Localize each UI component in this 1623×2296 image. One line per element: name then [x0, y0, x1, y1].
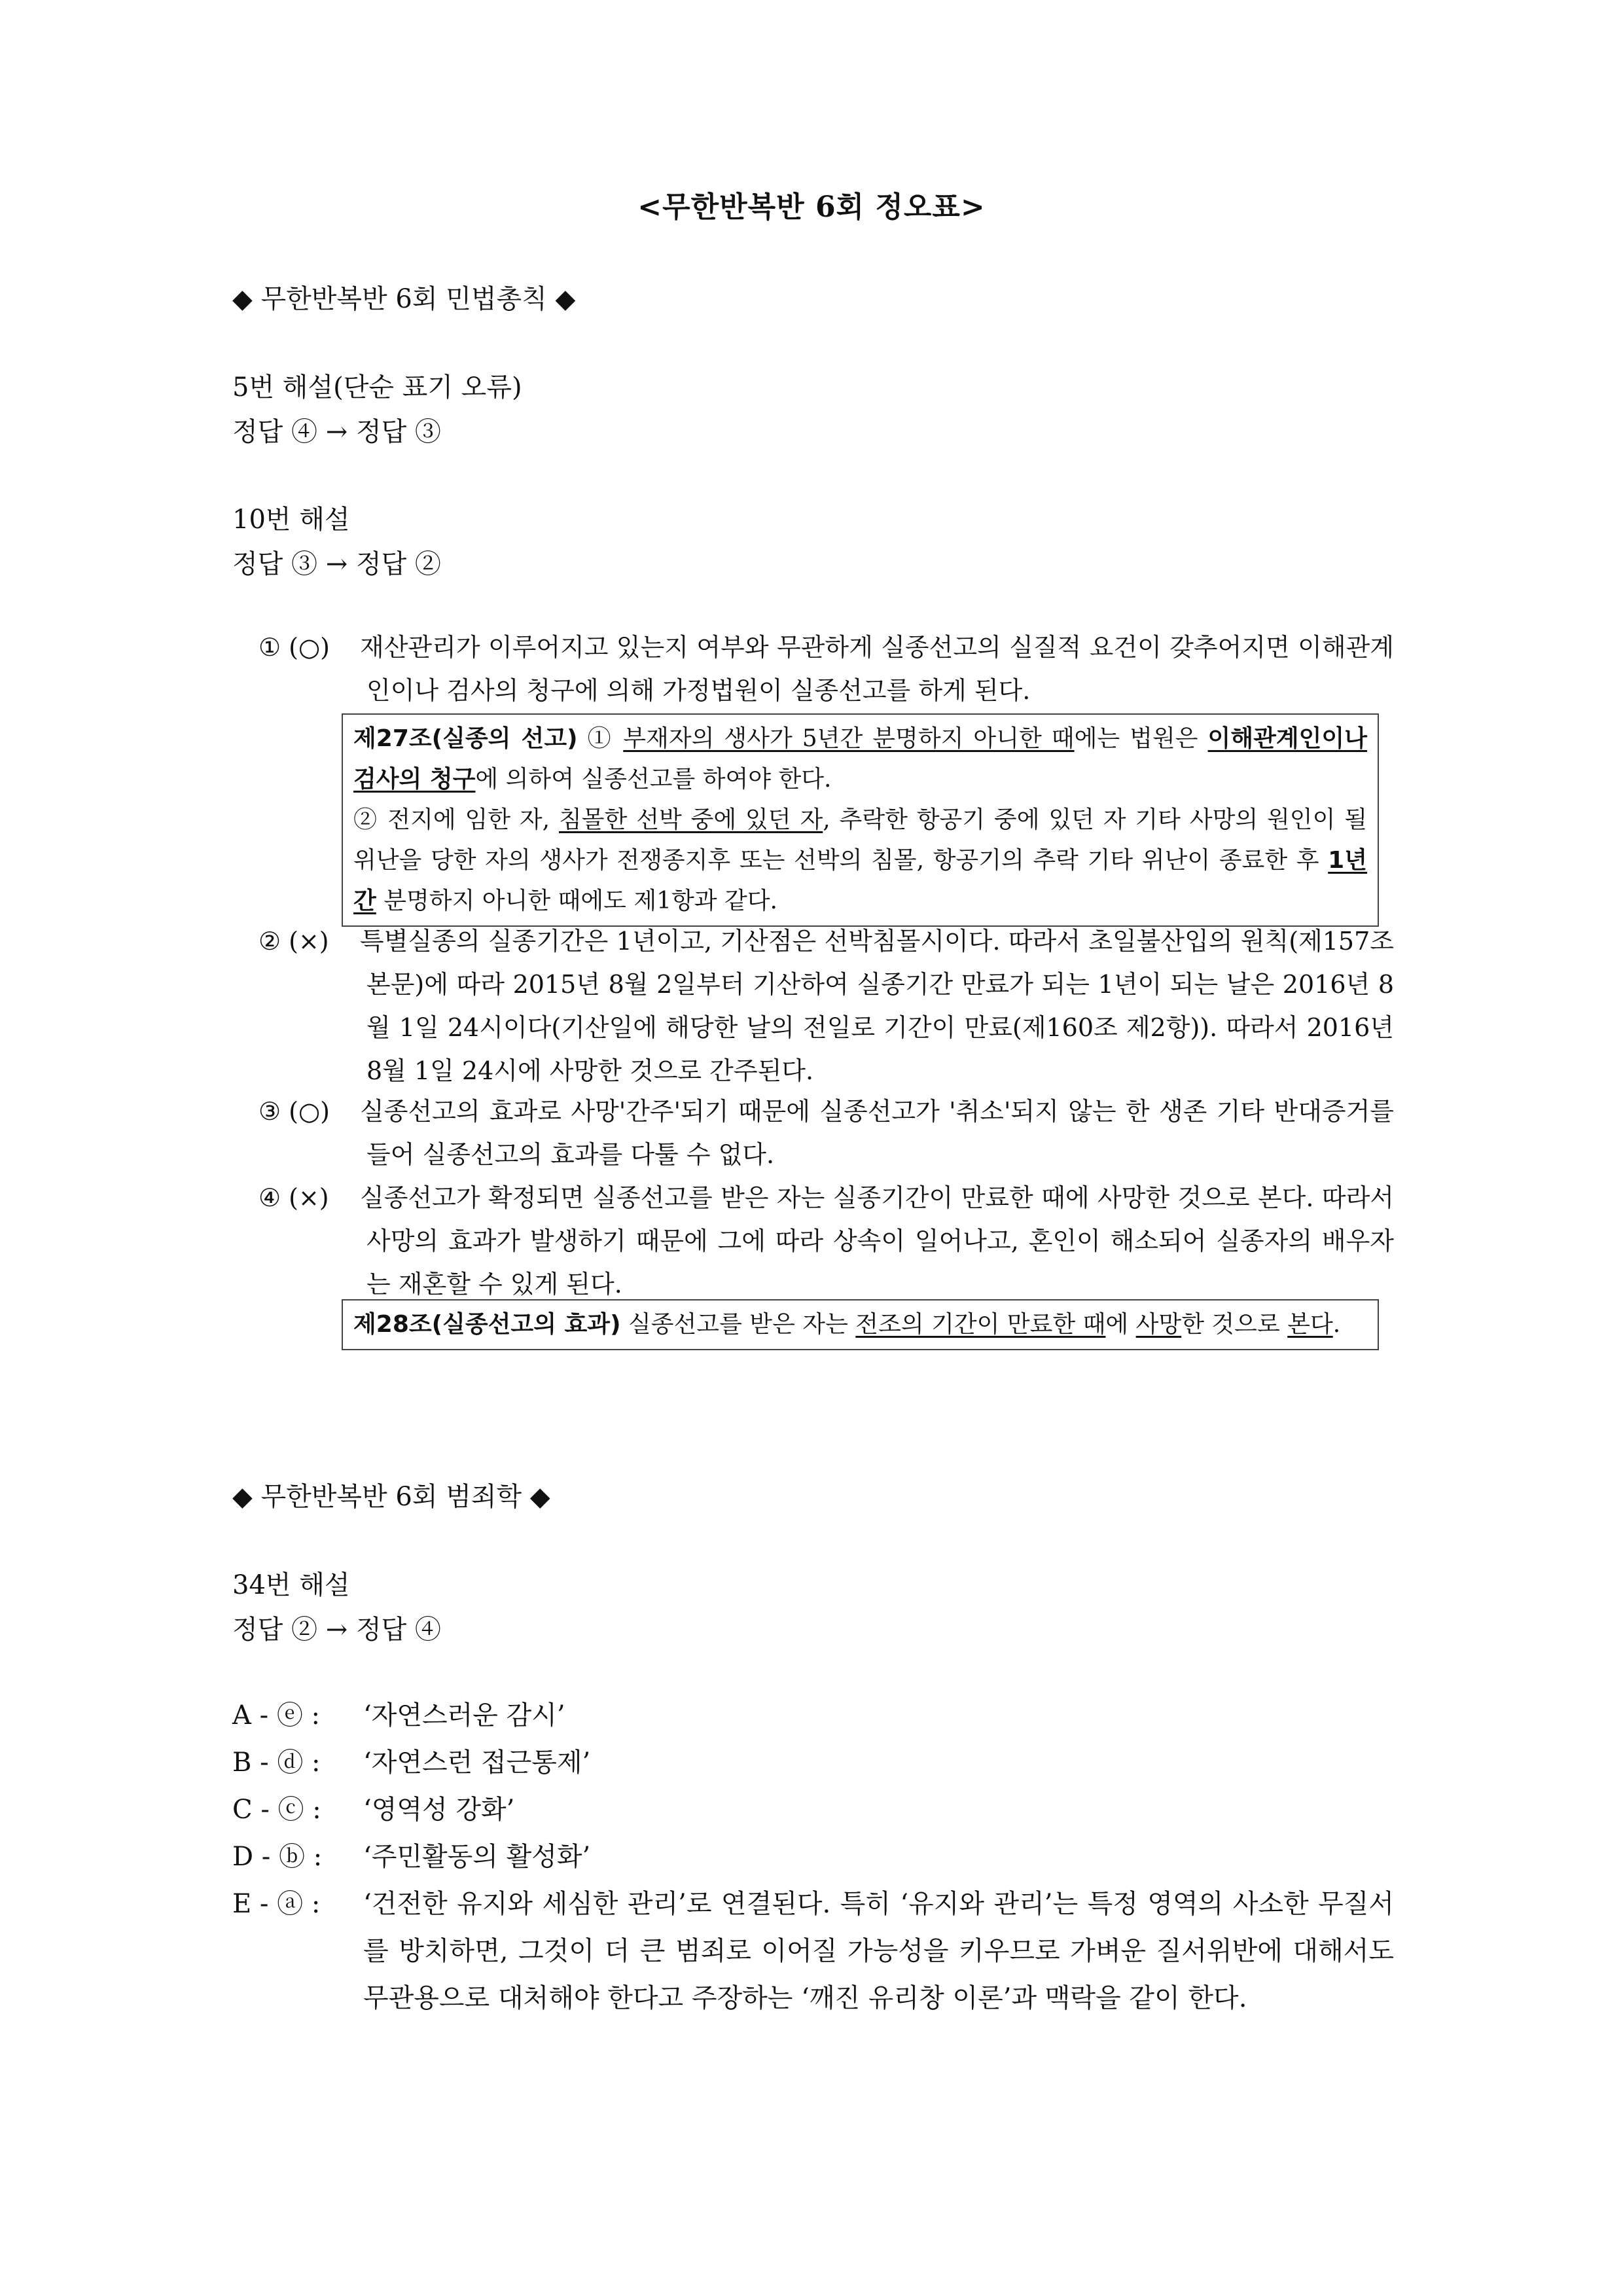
law-underlined: 사망: [1135, 1311, 1182, 1338]
q34-label: 34번 해설: [232, 1570, 350, 1600]
row-label: D - ⓑ :: [232, 1842, 323, 1872]
option-text: 실종선고가 확정되면 실종선고를 받은 자는 실종기간이 만료한 때에 사망한 것으로 본다. 따라서 사망의 효과가 발생하기 때문에 그에 따라 상속이 일어나고, 혼인이 해소되어 실종자의 배우자는 재혼할 수 있게 된다.: [360, 1183, 1394, 1299]
option-text: 특별실종의 실종기간은 1년이고, 기산점은 선박침몰시이다. 따라서 초일불산입의 원칙(제157조 본문)에 따라 2015년 8월 2일부터 기산하여 실종기간 만료가 되는 1년이 되는 날은 2016년 8월 1일 24시이다(기산일에 해당한 날의 전일로 기간이 만료(제160조 제2항)). 따라서 2016년 8월 1일 24시에 사망한 것으로 간주된다.: [360, 927, 1394, 1085]
law-underlined: 부재자의 생사가 5년간 분명하지 아니한 때: [623, 725, 1075, 752]
page-title: <무한반복반 6회 정오표>: [637, 190, 986, 224]
law-text: ①: [577, 725, 624, 752]
law-article-27-title: 제27조(실종의 선고): [353, 725, 578, 752]
row-label: A - ⓔ :: [232, 1700, 321, 1731]
q5-label: 5번 해설(단순 표기 오류): [232, 372, 522, 403]
section-heading-criminology: ◆ 무한반복반 6회 범죄학 ◆: [232, 1482, 550, 1512]
q34-row-c: [232, 1786, 1394, 1833]
q10-answer: 정답 ③ → 정답 ②: [232, 549, 441, 579]
law-underlined: 본다: [1287, 1311, 1333, 1338]
law-text: ② 전지에 임한 자,: [353, 806, 559, 833]
option-mark: ② (×): [259, 927, 329, 956]
law-article-28-title: 제28조(실종선고의 효과): [353, 1311, 621, 1338]
law-text: 에: [1105, 1311, 1136, 1338]
row-text: ‘주민활동의 활성화’: [363, 1842, 591, 1872]
row-label: C - ⓒ :: [232, 1795, 321, 1825]
law-text: .: [1332, 1311, 1341, 1338]
q10-label: 10번 해설: [232, 505, 350, 535]
option-mark: ④ (×): [259, 1183, 329, 1212]
q34-answer: 정답 ② → 정답 ④: [232, 1615, 441, 1645]
law-article-27-box: [342, 713, 1379, 927]
q34-row-d: [232, 1833, 1394, 1880]
row-text: ‘건전한 유지와 세심한 관리’로 연결된다. 특히 ‘유지와 관리’는 특정 영역의 사소한 무질서를 방치하면, 그것이 더 큰 범죄로 이어질 가능성을 키우므로 가벼운 질서위반에 대해서도 무관용으로 대처해야 한다고 주장하는 ‘깨진 유리창 이론’과 맥락을 같이 한다.: [363, 1889, 1394, 2013]
q34-row-a: [232, 1692, 1394, 1739]
option-mark: ③ (○): [259, 1097, 330, 1126]
q10-option-2: [259, 920, 1394, 1092]
law-underlined: 전조의 기간이 만료한 때: [855, 1311, 1106, 1338]
option-text: 재산관리가 이루어지고 있는지 여부와 무관하게 실종선고의 실질적 요건이 갖추어지면 이해관계인이나 검사의 청구에 의해 가정법원이 실종선고를 하게 된다.: [360, 633, 1394, 705]
row-text: ‘자연스런 접근통제’: [363, 1748, 591, 1778]
law-text: 에 의하여 실종선고를 하여야 한다.: [475, 766, 832, 793]
law-underlined-bold: 1년간: [353, 847, 1367, 914]
q34-row-b: [232, 1739, 1394, 1786]
law-text: 실종선고를 받은 자는: [620, 1311, 856, 1338]
row-text: ‘영역성 강화’: [363, 1795, 515, 1825]
row-text: ‘자연스러운 감시’: [363, 1700, 565, 1731]
law-text: 에는 법원은: [1074, 725, 1208, 752]
law-article-28-box: [342, 1299, 1379, 1350]
option-text: 실종선고의 효과로 사망'간주'되기 때문에 실종선고가 '취소'되지 않는 한 생존 기타 반대증거를 들어 실종선고의 효과를 다툴 수 없다.: [360, 1097, 1394, 1169]
q5-answer: 정답 ④ → 정답 ③: [232, 417, 441, 447]
q34-row-e: [232, 1880, 1394, 2022]
row-label: B - ⓓ :: [232, 1748, 321, 1778]
law-underlined: 침몰한 선박 중에 있던 자: [559, 806, 823, 833]
law-text: , 추락한 항공기 중에 있던 자 기타 사망의 원인이 될 위난을 당한 자의 생사가 전쟁종지후 또는 선박의 침몰, 항공기의 추락 기타 위난이 종료한 후: [353, 806, 1367, 874]
law-text: 한 것으로: [1181, 1311, 1288, 1338]
section-heading-civil-law: ◆ 무한반복반 6회 민법총칙 ◆: [232, 284, 576, 314]
q10-option-3: [259, 1090, 1394, 1176]
q10-option-4: [259, 1176, 1394, 1306]
law-text: 분명하지 아니한 때에도 제1항과 같다.: [376, 888, 777, 914]
row-label: E - ⓐ :: [232, 1889, 321, 1919]
q10-option-1: [259, 626, 1394, 712]
option-mark: ① (○): [259, 633, 330, 662]
law-underlined-bold: 이해관계인이나 검사의 청구: [353, 725, 1367, 793]
